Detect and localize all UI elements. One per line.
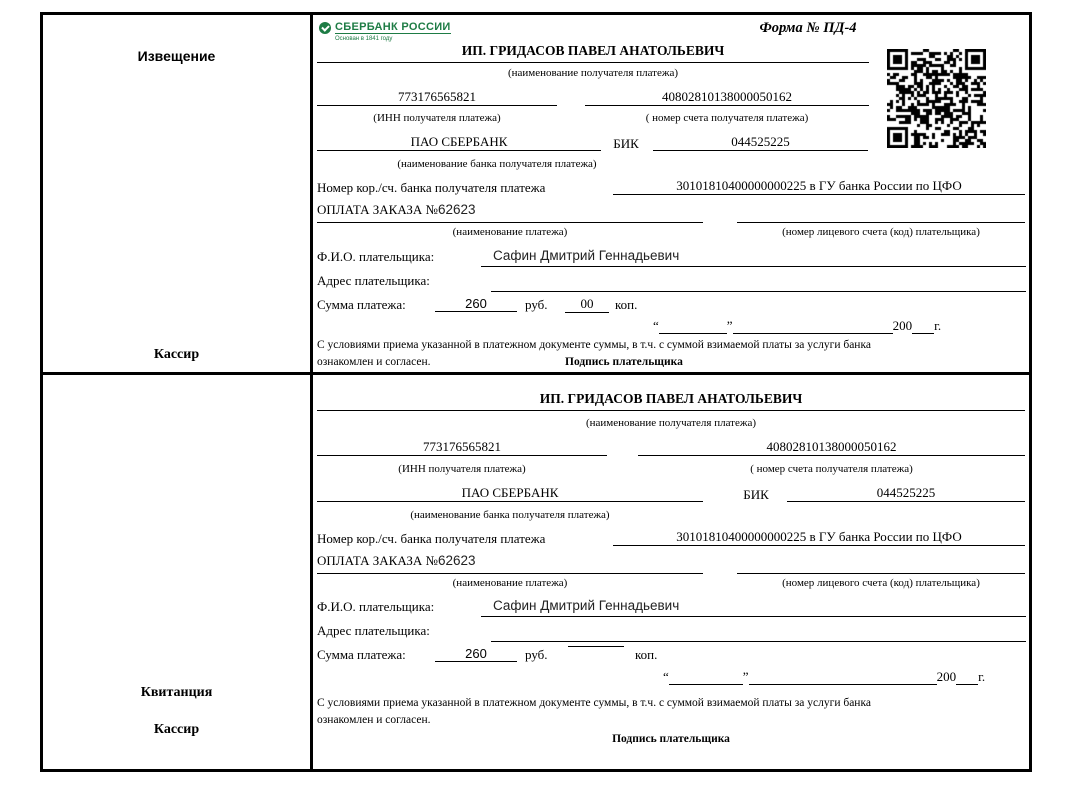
- date-quote-open: “: [653, 318, 659, 333]
- recipient-name: ИП. ГРИДАСОВ ПАВЕЛ АНАТОЛЬЕВИЧ: [317, 391, 1025, 411]
- notice-cashier-label: Кассир: [153, 347, 200, 362]
- notice-stub: [43, 15, 313, 372]
- sum-kop-value: [568, 646, 624, 647]
- order-number: 62623: [437, 202, 476, 217]
- rub-label: руб.: [525, 297, 548, 312]
- corr-account-value: 30101810400000000225 в ГУ банка России по ЦФО: [613, 178, 1025, 195]
- bank-name-value: ПАО СБЕРБАНК: [317, 485, 703, 502]
- date-line: [663, 669, 985, 685]
- date-year-prefix: 200: [892, 318, 913, 333]
- payer-address-label: Адрес плательщика:: [317, 623, 430, 638]
- date-month-blank: [749, 670, 937, 685]
- kop-label: коп.: [615, 297, 638, 312]
- sum-kop-value: 00: [565, 296, 609, 313]
- payer-address-label: Адрес плательщика:: [317, 273, 430, 288]
- payer-address-blank: [491, 272, 1026, 292]
- bank-name-label: (наименование банка получателя платежа): [410, 509, 610, 521]
- sum-label: Сумма платежа:: [317, 647, 406, 662]
- payer-signature-label: Подпись плательщика: [612, 733, 730, 745]
- date-quote-open: “: [663, 669, 669, 684]
- date-year-blank: [956, 670, 978, 685]
- account-label: ( номер счета получателя платежа): [750, 463, 913, 475]
- sberbank-emblem-icon: [319, 22, 331, 34]
- corr-account-label: Номер кор./сч. банка получателя платежа: [317, 180, 546, 195]
- payment-name-text: ОПЛАТА ЗАКАЗА №: [317, 202, 438, 217]
- bank-name-value: ПАО СБЕРБАНК: [317, 134, 601, 151]
- agreement-line2: ознакомлен и согласен.: [317, 356, 431, 368]
- notice-section: [43, 15, 1029, 375]
- sberbank-logo-text: СБЕРБАНК РОССИИ: [335, 21, 451, 33]
- personal-account-blank-line: [737, 553, 1025, 574]
- personal-account-label: (номер лицевого счета (код) плательщика): [782, 226, 980, 238]
- payer-fio-label: Ф.И.О. плательщика:: [317, 599, 435, 614]
- agreement-line1: С условиями приема указанной в платежном документе суммы, в т.ч. с суммой взимаемой платы за услуги банка: [317, 339, 871, 351]
- form-number-title: Форма № ПД-4: [759, 20, 857, 36]
- inn-value: 773176565821: [317, 439, 607, 456]
- inn-label: (ИНН получателя платежа): [398, 463, 526, 475]
- date-year-blank: [912, 319, 934, 334]
- date-year-prefix: 200: [936, 669, 957, 684]
- payer-fio-value: Сафин Дмитрий Геннадьевич: [481, 598, 1026, 617]
- payer-fio-value: Сафин Дмитрий Геннадьевич: [481, 248, 1026, 267]
- corr-account-label: Номер кор./сч. банка получателя платежа: [317, 531, 546, 546]
- sberbank-logo: [319, 21, 451, 34]
- payment-form-pd4: [40, 12, 1032, 772]
- payment-name-label: (наименование платежа): [452, 226, 568, 238]
- sum-label: Сумма платежа:: [317, 297, 406, 312]
- notice-stub-title: Извещение: [137, 48, 216, 64]
- payer-signature-label: Подпись плательщика: [565, 356, 683, 368]
- bik-value: 044525225: [653, 134, 868, 151]
- rub-label: руб.: [525, 647, 548, 662]
- agreement-line2: ознакомлен и согласен.: [317, 714, 431, 726]
- bik-label: БИК: [613, 136, 639, 151]
- date-day-blank: [659, 319, 727, 334]
- date-quote-close: ”: [742, 669, 749, 684]
- sum-rub-value: 260: [435, 296, 517, 312]
- receipt-section: [43, 375, 1029, 769]
- payment-name-line: [317, 553, 703, 574]
- account-label: ( номер счета получателя платежа): [645, 112, 809, 124]
- personal-account-blank-line: [737, 202, 1025, 223]
- date-line: [653, 318, 941, 334]
- qr-code: [887, 49, 986, 148]
- recipient-label: (наименование получателя платежа): [585, 417, 757, 429]
- payment-name-text: ОПЛАТА ЗАКАЗА №: [317, 553, 438, 568]
- receipt-body: [313, 375, 1026, 769]
- receipt-stub: [43, 375, 313, 769]
- date-day-blank: [669, 670, 743, 685]
- notice-body: [313, 15, 1026, 372]
- payer-address-blank: [491, 622, 1026, 642]
- personal-account-label: (номер лицевого счета (код) плательщика): [782, 577, 980, 589]
- receipt-stub-title: Квитанция: [140, 685, 213, 700]
- bank-name-label: (наименование банка получателя платежа): [397, 158, 597, 170]
- account-value: 40802810138000050162: [638, 439, 1025, 456]
- payer-fio-label: Ф.И.О. плательщика:: [317, 249, 435, 264]
- order-number: 62623: [437, 553, 476, 568]
- sberbank-logo-tagline: Основан в 1841 году: [335, 36, 393, 42]
- sum-rub-value: 260: [435, 646, 517, 662]
- kop-label: коп.: [635, 647, 658, 662]
- bik-label: БИК: [743, 487, 769, 502]
- date-year-suffix: г.: [934, 318, 942, 333]
- date-month-blank: [733, 319, 893, 334]
- corr-account-value: 30101810400000000225 в ГУ банка России по ЦФО: [613, 529, 1025, 546]
- inn-value: 773176565821: [317, 89, 557, 106]
- recipient-label: (наименование получателя платежа): [507, 67, 679, 79]
- recipient-name: ИП. ГРИДАСОВ ПАВЕЛ АНАТОЛЬЕВИЧ: [317, 43, 869, 63]
- account-value: 40802810138000050162: [585, 89, 869, 106]
- payment-name-line: [317, 202, 703, 223]
- agreement-line1: С условиями приема указанной в платежном документе суммы, в т.ч. с суммой взимаемой платы за услуги банка: [317, 697, 871, 709]
- date-quote-close: ”: [726, 318, 733, 333]
- inn-label: (ИНН получателя платежа): [373, 112, 501, 124]
- receipt-cashier-label: Кассир: [153, 722, 200, 737]
- bik-value: 044525225: [787, 485, 1025, 502]
- payment-name-label: (наименование платежа): [452, 577, 568, 589]
- date-year-suffix: г.: [978, 669, 986, 684]
